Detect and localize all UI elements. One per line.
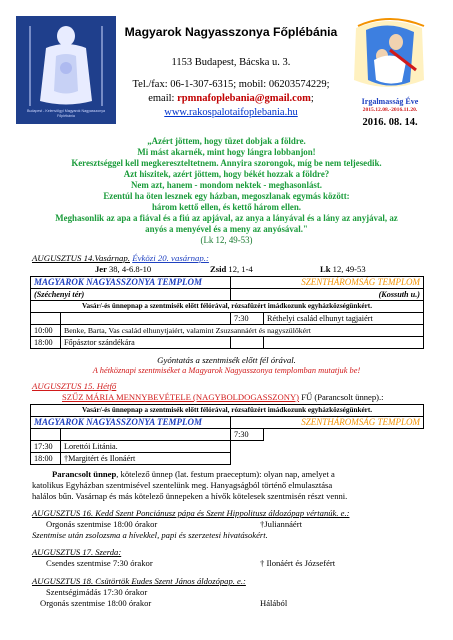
quote-line: Meghasonlik az apa a fiával és a fiú az apjával, az anya a lányával és a lány az anyjával, az [55, 213, 398, 223]
madonna-icon [16, 16, 116, 124]
table-row [31, 417, 424, 429]
table-row [31, 313, 424, 325]
website-link[interactable]: www.rakospalotaifoplebania.hu [164, 107, 298, 118]
mass-time [31, 313, 61, 325]
mass-time: 18:00 [31, 453, 61, 465]
feast-explanation-text: , kötelező ünnep (lat. festum praeceptum): olyan nap, amelyet a [116, 469, 335, 479]
mass-intention: Benke, Barta, Vas család elhunytjaiért, valamint Zsuzsannáért és nagyszülőkért [61, 325, 424, 337]
parish-title: Magyarok Nagyasszonya Főplébánia [124, 25, 338, 39]
sunday-schedule-table [30, 276, 424, 349]
table-row [31, 429, 424, 441]
rosary-notice: Vasár/-és ünnepnap a szentmisék előtt félórával, rózsafüzért imádkozunk egyházközségünkért. [31, 405, 424, 417]
mass-time: 18:00 [31, 337, 61, 349]
table-row [31, 405, 424, 417]
mass-time-right [231, 337, 264, 349]
monday-feast [62, 392, 384, 403]
church-left-location: (Széchenyi tér) [31, 289, 231, 301]
rosary-notice: Vasár/-és ünnepnap a szentmisék előtt félórával, rózsafüzért imádkozunk egyházközségünkért. [31, 301, 424, 313]
feast-explanation-line: katolikus Egyházban szentmisével szentelünk meg. Hanyagságból történő elmulasztása [32, 480, 333, 490]
mass-intention [61, 429, 231, 441]
reading-3 [320, 264, 366, 275]
thursday-intention: Hálából [260, 598, 288, 608]
table-row [31, 289, 424, 301]
mass-intention-right [264, 453, 424, 465]
parish-address: 1153 Budapest, Bácska u. 3. [171, 57, 291, 68]
feast-explanation [52, 469, 335, 480]
mass-intention-right: Réthelyi család elhunyt tagjaiért [264, 313, 424, 325]
mass-time: 17:30 [31, 441, 61, 453]
table-row [31, 337, 424, 349]
table-row [31, 453, 424, 465]
thursday-adoration: Szentségimádás 17:30 órakor [46, 587, 148, 597]
mass-intention-right [264, 441, 424, 453]
reading-1-ref: 38, 4-6.8-10 [108, 264, 152, 274]
feast-explanation-term: Parancsolt ünnep [52, 469, 117, 479]
reading-1 [95, 264, 151, 275]
mass-time-right [231, 453, 264, 465]
quote-line: Ezentúl ha öten lesznek egy házban, megoszlanak egymás között: [103, 191, 350, 201]
reading-1-label: Jer [95, 264, 107, 274]
monday-heading: AUGUSZTUS 15. Hétfő [32, 381, 117, 391]
church-right-name: SZENTHÁROMSÁG TEMPLOM [231, 277, 424, 289]
sunday-day: AUGUSZTUS 14.Vasárnap. [32, 253, 130, 263]
mass-time: 10:00 [31, 325, 61, 337]
mass-time-right: 7:30 [231, 429, 264, 441]
quote-line: Keresztséggel kell megkereszteltetnem. Annyira szorongok, míg be nem teljesedik. [71, 158, 382, 168]
parish-email-line [120, 93, 342, 105]
badge-year-label: Irgalmasság Éve [361, 97, 419, 106]
feast-rank: FŰ (Parancsolt ünnep).: [301, 392, 384, 402]
church-right-location: (Kossuth u.) [231, 289, 424, 301]
parish-website [120, 107, 342, 119]
wednesday-heading: AUGUSZTUS 17. Szerda: [32, 547, 122, 557]
mass-intention-right [264, 429, 424, 441]
thursday-heading: AUGUSZTUS 18. Csütörtök Eudes Szent János áldozópap. e.: [32, 576, 246, 586]
church-right-name: SZENTHÁROMSÁG TEMPLOM [231, 417, 424, 429]
mass-intention: Lorettói Litánia. [61, 441, 231, 453]
mass-time-right [231, 441, 264, 453]
parish-logo [16, 16, 116, 124]
wednesday-intention: † Ilonáért és Józsefért [260, 558, 336, 568]
quote-line: Mi mást akarnék, mint hogy lángra lobbanjon! [137, 147, 316, 157]
quote-reference: (Lk 12, 49-53) [200, 235, 253, 245]
reading-2 [210, 264, 253, 275]
mercy-year-badge [344, 10, 434, 110]
logo-caption: Budapest - Kelenvölgyi Magyarok Nagyasszonya Főplébánia [26, 109, 106, 118]
weekday-mass-note: A hétköznapi szentmiséket a Magyarok Nagyasszonya templomban mutatjuk be! [92, 366, 361, 375]
sunday-heading [32, 253, 209, 264]
quote-line: Azt hiszitek, azért jöttem, hogy békét hozzak a földre? [123, 169, 330, 179]
reading-3-ref: 12, 49-53 [332, 264, 366, 274]
parish-contact: Tel./fax: 06-1-307-6315; mobil: 06203574229; [132, 79, 330, 90]
quote-line: három kettő ellen, és kettő három ellen. [151, 202, 302, 212]
reading-3-label: Lk [320, 264, 331, 274]
feast-name: SZŰZ MÁRIA MENNYBEVÉTELE (NAGYBOLDOGASSZONY) [62, 392, 300, 402]
tuesday-heading: AUGUSZTUS 16. Kedd Szent Ponciánusz pápa és Szent Hippolitusz áldozópap vértanúk. e.: [32, 508, 350, 518]
mass-time [31, 429, 61, 441]
quote-line: Nem azt, hanem - mondom nektek - meghasonlást. [130, 180, 323, 190]
wednesday-mass: Csendes szentmise 7:30 órakor [46, 558, 153, 568]
table-row [31, 441, 424, 453]
mass-time-right: 7:30 [231, 313, 264, 325]
tuesday-intention: †Juliannáért [260, 519, 302, 529]
reading-2-label: Zsid [210, 264, 227, 274]
mercy-year-logo-icon [344, 10, 434, 110]
bulletin-date: 2016. 08. 14. [362, 117, 418, 128]
email-suffix: ; [310, 93, 314, 104]
reading-2-ref: 12, 1-4 [228, 264, 253, 274]
mass-intention: †Margitért és Ilonáért [61, 453, 231, 465]
quote-line: „Azért jöttem, hogy tüzet dobjak a földre. [147, 136, 306, 146]
table-row [31, 301, 424, 313]
email-link[interactable]: rpmnafoplebania@gmail.com [177, 93, 311, 104]
badge-dates: 2015.12.08.-2016.11.20. [362, 107, 418, 113]
mass-intention-right [264, 337, 424, 349]
monday-schedule-table [30, 404, 424, 465]
confession-note: Gyóntatás a szentmisék előtt fél órával. [157, 355, 296, 365]
church-left-name: MAGYAROK NAGYASSZONYA TEMPLOM [31, 277, 231, 289]
mass-intention: Főpásztor szándékára [61, 337, 231, 349]
feast-explanation-line: halálos bűn. Vasárnap és más kötelező ünnepeken a hívők kötelesek szentmisén részt venni. [32, 491, 348, 501]
tuesday-mass: Orgonás szentmise 18:00 órakor [46, 519, 158, 529]
email-label: email: [148, 93, 178, 104]
table-row [31, 325, 424, 337]
tuesday-note: Szentmise után zsolozsma a hívekkel, papi és szerzetesi hivatásokért. [32, 530, 268, 540]
quote-line: anyós a menyével és a meny az anyósával." [145, 224, 308, 234]
table-row [31, 277, 424, 289]
mass-intention [61, 313, 231, 325]
church-left-name: MAGYAROK NAGYASSZONYA TEMPLOM [31, 417, 231, 429]
sunday-liturgy: Évközi 20. vasárnap.: [132, 253, 209, 263]
thursday-mass: Orgonás szentmise 18:00 órakor [40, 598, 152, 608]
